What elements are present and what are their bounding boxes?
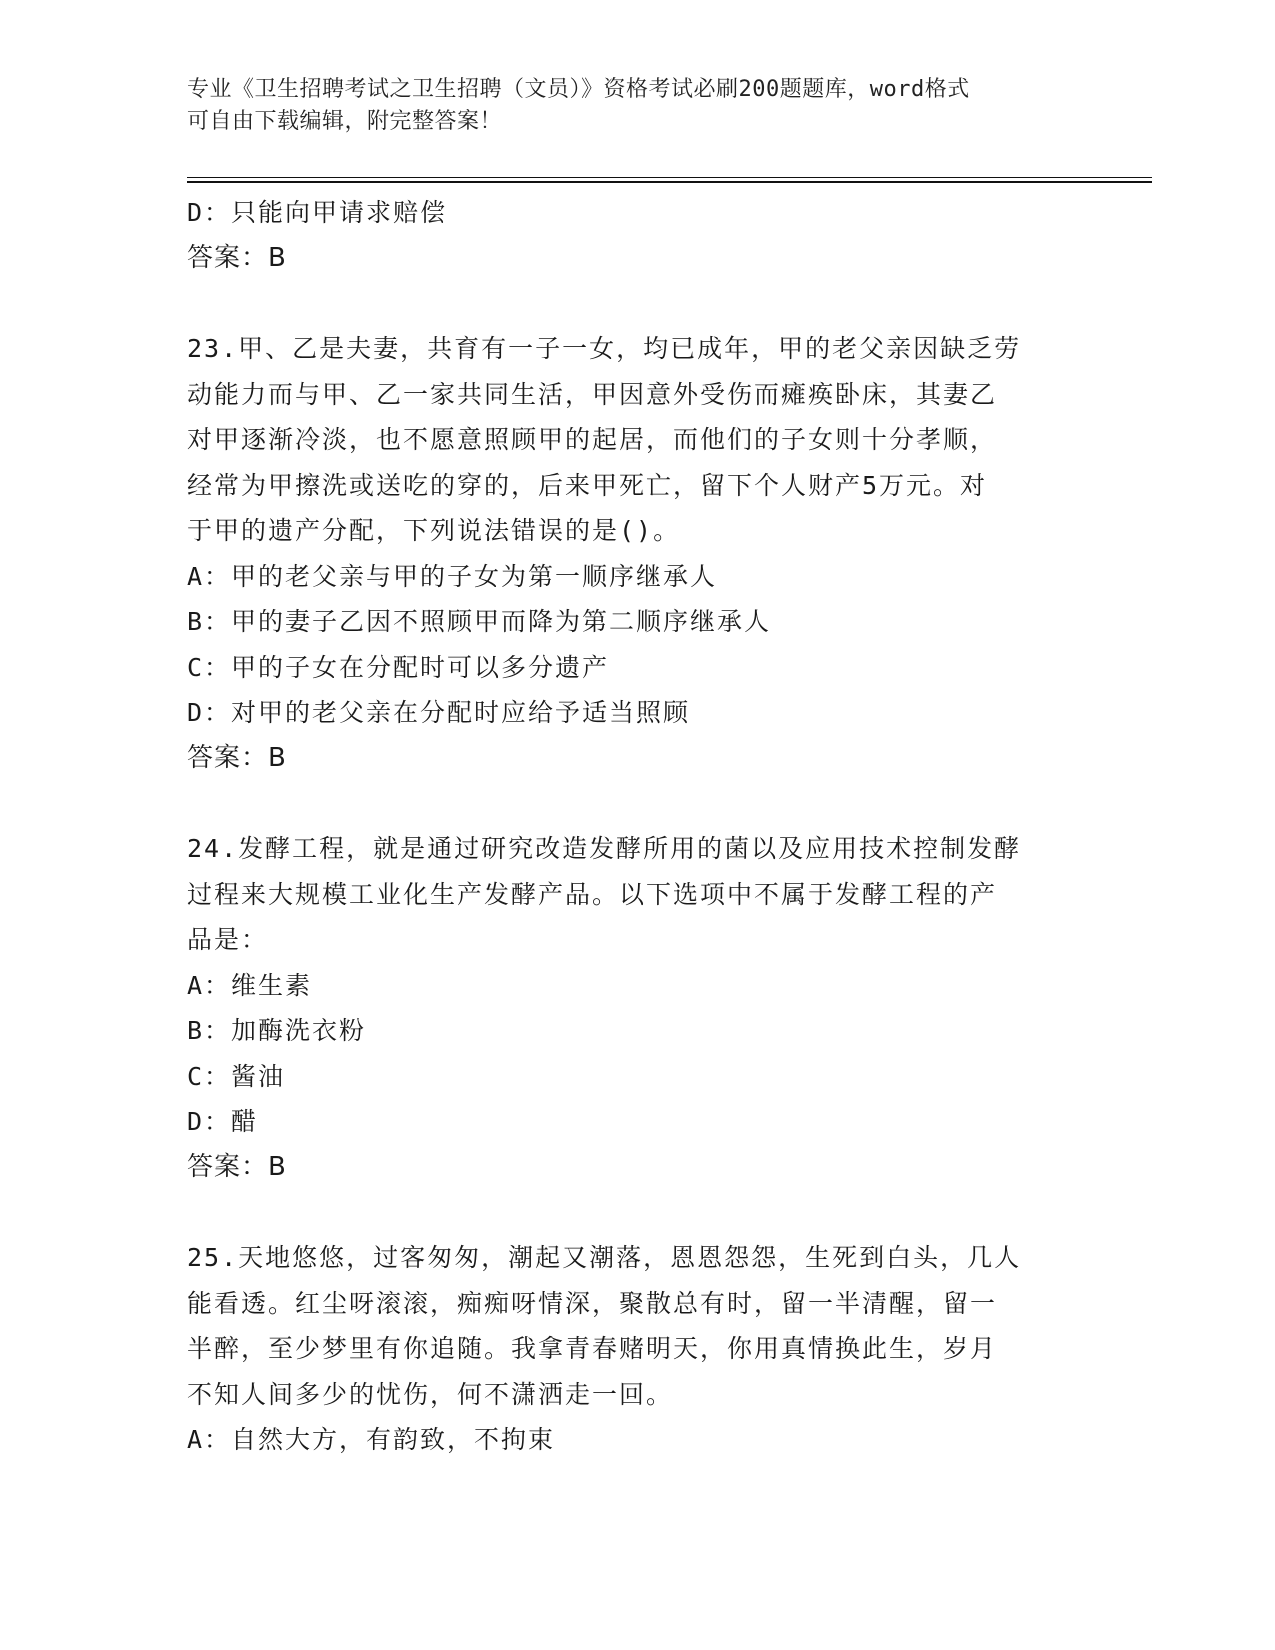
stem-line: 经常为甲擦洗或送吃的穿的，后来甲死亡，留下个人财产5万元。对: [187, 470, 988, 500]
stem-line: 能看透。红尘呀滚滚，痴痴呀情深，聚散总有时，留一半清醒，留一: [187, 1288, 998, 1318]
spacer: [187, 781, 1087, 826]
stem-line: 23.甲、乙是夫妻，共育有一子一女，均已成年，甲的老父亲因缺乏劳: [187, 334, 1022, 363]
stem-line: 不知人间多少的忧伤，何不潇洒走一回。: [187, 1379, 674, 1409]
header-divider-thin: [187, 177, 1152, 178]
answer-line: 答案：B: [187, 742, 287, 773]
question-content: [187, 190, 1087, 1463]
question-25: [187, 1235, 1087, 1463]
document-header: [187, 74, 1087, 138]
header-title-line-1: 专业《卫生招聘考试之卫生招聘（文员）》资格考试必刷200题题库，word格式: [187, 77, 970, 102]
question-stem: [187, 826, 1087, 963]
spacer: [187, 1190, 1087, 1235]
stem-line: 25.天地悠悠，过客匆匆，潮起又潮落，恩恩怨怨，生死到白头，几人: [187, 1243, 1022, 1272]
stem-line: 品是：: [187, 925, 269, 954]
option-a: A：甲的老父亲与甲的子女为第一顺序继承人: [187, 561, 718, 591]
option-d: D：对甲的老父亲在分配时应给予适当照顾: [187, 698, 691, 727]
question-23: [187, 326, 1087, 781]
spacer: [187, 281, 1087, 326]
stem-line: 半醉，至少梦里有你追随。我拿青春赌明天，你用真情换此生，岁月: [187, 1334, 998, 1363]
question-stem: [187, 1235, 1087, 1417]
stem-line: 过程来大规模工业化生产发酵产品。以下选项中不属于发酵工程的产: [187, 879, 998, 909]
question-stem: [187, 326, 1087, 554]
stem-line: 24.发酵工程，就是通过研究改造发酵所用的菌以及应用技术控制发酵: [187, 834, 1022, 863]
header-divider-thick: [187, 181, 1152, 183]
answer-line: 答案：B: [187, 1151, 287, 1182]
option-b: B：加酶洗衣粉: [187, 1016, 367, 1045]
question-24: [187, 826, 1087, 1190]
header-title-line-2: 可自由下载编辑，附完整答案！: [187, 109, 503, 134]
answer-line: 答案：B: [187, 242, 287, 273]
option-b: B：甲的妻子乙因不照顾甲而降为第二顺序继承人: [187, 607, 772, 636]
option-d: D：只能向甲请求赔偿: [187, 198, 448, 227]
option-a: A：维生素: [187, 970, 313, 1000]
option-c: C：酱油: [187, 1061, 286, 1091]
option-c: C：甲的子女在分配时可以多分遗产: [187, 652, 610, 682]
question-22-tail: [187, 190, 1087, 281]
stem-line: 对甲逐渐冷淡，也不愿意照顾甲的起居，而他们的子女则十分孝顺，: [187, 425, 998, 454]
option-d: D：醋: [187, 1107, 259, 1136]
stem-line: 动能力而与甲、乙一家共同生活，甲因意外受伤而瘫痪卧床，其妻乙: [187, 379, 998, 409]
stem-line: 于甲的遗产分配，下列说法错误的是()。: [187, 516, 681, 545]
option-a: A：自然大方，有韵致，不拘束: [187, 1425, 556, 1454]
